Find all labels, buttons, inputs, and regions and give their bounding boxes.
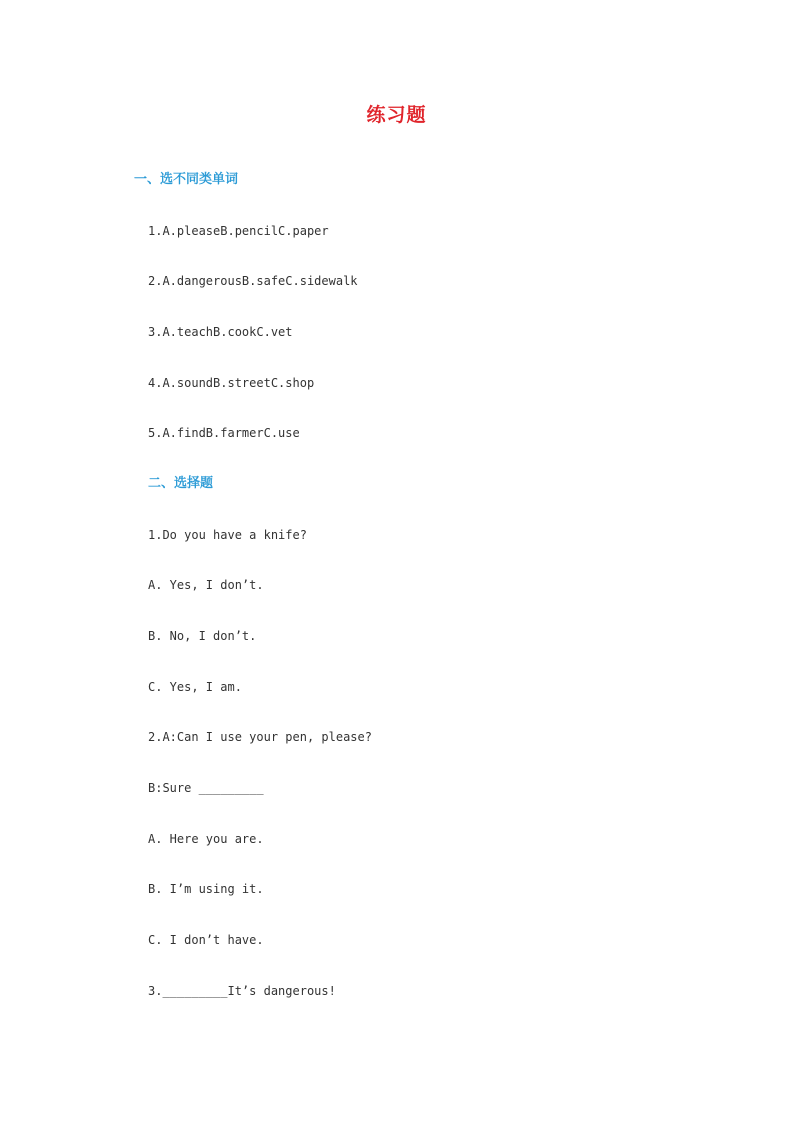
question-2-option-a: A. Here you are. [148,832,264,846]
question-2: 2.A:Can I use your pen, please? [148,730,372,744]
exercise-item-2: 2.A.dangerousB.safeC.sidewalk [148,274,358,288]
page-title: 练习题 [366,104,427,126]
question-2-option-b: B. I’m using it. [148,882,264,896]
exercise-item-4: 4.A.soundB.streetC.shop [148,376,315,390]
section-heading-multiple-choice: 二、选择题 [148,476,214,491]
question-2-prompt: B:Sure _________ [148,781,264,795]
question-3: 3._________It’s dangerous! [148,984,336,998]
question-2-option-c: C. I don’t have. [148,933,264,947]
question-1-option-a: A. Yes, I don’t. [148,578,264,592]
question-1: 1.Do you have a knife? [148,528,307,542]
section-heading-odd-one-out: 一、选不同类单词 [134,172,239,187]
exercise-item-1: 1.A.pleaseB.pencilC.paper [148,224,329,238]
exercise-item-3: 3.A.teachB.cookC.vet [148,325,293,339]
question-1-option-c: C. Yes, I am. [148,680,242,694]
exercise-item-5: 5.A.findB.farmerC.use [148,426,300,440]
question-1-option-b: B. No, I don’t. [148,629,257,643]
